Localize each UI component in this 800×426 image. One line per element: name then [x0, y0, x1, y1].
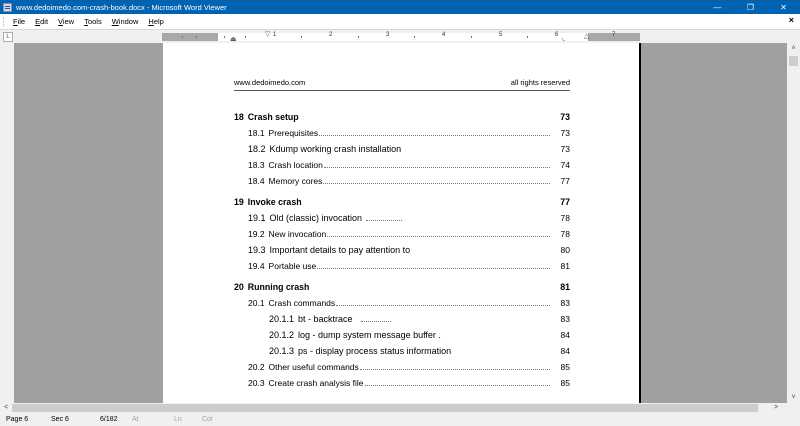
status-line: Ln	[174, 416, 182, 423]
ruler-tick	[358, 36, 359, 38]
toc-number: 18	[234, 112, 244, 122]
scroll-right-arrow-icon[interactable]: >	[773, 404, 779, 411]
ruler-tick	[527, 36, 528, 38]
toc-leader	[336, 300, 550, 306]
restore-button[interactable]: ❐	[746, 2, 755, 12]
toc-title: Crash location	[268, 160, 323, 170]
toc-number: 19.4	[248, 261, 265, 271]
menu-edit-accel: E	[35, 17, 41, 26]
toc-title: Important details to pay attention to	[269, 245, 411, 255]
toc-entry[interactable]	[234, 279, 570, 295]
toc-leader	[366, 215, 402, 221]
toc-title: Memory cores	[268, 176, 323, 186]
left-indent-marker-icon[interactable]: ⏏	[230, 36, 237, 43]
toc-number: 20.3	[248, 378, 265, 388]
close-document-button[interactable]: ×	[788, 15, 794, 25]
header-right-text: all rights reserved	[510, 78, 570, 87]
toc-number: 20.1.3	[269, 346, 295, 356]
toc-leader	[319, 130, 550, 136]
ruler-tick	[182, 36, 183, 38]
toc-page: 81	[560, 282, 570, 292]
page-header	[234, 78, 570, 91]
toc-page: 80	[560, 245, 570, 255]
toc-page: 73	[560, 128, 570, 138]
toc-page: 73	[560, 144, 570, 154]
menu-edit[interactable]	[30, 17, 53, 26]
menu-help[interactable]	[143, 17, 168, 26]
toc-page: 78	[560, 229, 570, 239]
toc-leader	[323, 178, 550, 184]
toc-page: 85	[560, 378, 570, 388]
horizontal-scrollbar[interactable]	[0, 403, 787, 413]
ruler-number: 2	[329, 32, 333, 38]
toc-page: 78	[560, 213, 570, 223]
horizontal-scroll-thumb[interactable]	[12, 404, 378, 412]
ruler-number: 3	[386, 32, 390, 38]
menu-help-accel: H	[148, 17, 154, 26]
scroll-left-arrow-icon[interactable]: <	[3, 404, 9, 411]
menu-edit-label: dit	[40, 17, 49, 26]
status-at: At	[132, 416, 139, 423]
toc-number: 19	[234, 197, 244, 207]
ruler-tick	[301, 36, 302, 38]
document-page[interactable]	[163, 43, 641, 403]
ruler-number: 1	[273, 32, 277, 38]
menu-file-label: ile	[17, 17, 26, 26]
toc-title: Prerequisites	[268, 128, 319, 138]
toc-entry[interactable]	[234, 242, 570, 258]
ruler-number: 6	[555, 32, 559, 38]
horizontal-ruler[interactable]	[162, 33, 640, 41]
ruler-number: 4	[442, 32, 446, 38]
toc-entry[interactable]	[234, 141, 570, 157]
toc-page: 84	[560, 330, 570, 340]
toc-title: Other useful commands	[268, 362, 359, 372]
toc-entry[interactable]	[234, 295, 570, 311]
right-indent-marker-icon[interactable]: △	[584, 33, 590, 40]
toc-page: 83	[560, 298, 570, 308]
header-left-text: www.dedoimedo.com	[234, 78, 306, 87]
minimize-button[interactable]: —	[713, 2, 722, 12]
toc-number: 20.2	[248, 362, 265, 372]
toc-entry[interactable]	[234, 343, 570, 359]
ruler-tick	[471, 36, 472, 38]
toc-title: Portable use	[268, 261, 317, 271]
toc-number: 20	[234, 282, 244, 292]
status-page: Page 6	[6, 416, 29, 423]
ruler-tick	[196, 36, 197, 38]
toc-entry[interactable]	[234, 359, 570, 375]
toc-number: 19.2	[248, 229, 265, 239]
toc-entry[interactable]	[234, 311, 570, 327]
toc-leader	[324, 162, 550, 168]
menu-view-label: iew	[62, 17, 75, 26]
menu-file[interactable]	[8, 17, 30, 26]
menu-help-label: elp	[153, 17, 164, 26]
horizontal-scroll-track[interactable]	[378, 404, 758, 412]
menu-view-accel: V	[58, 17, 63, 26]
status-page-count: 6/182	[100, 416, 118, 423]
toc-title: Running crash	[247, 282, 310, 292]
menu-tools-accel: T	[84, 17, 88, 26]
vertical-scroll-thumb[interactable]	[789, 56, 798, 66]
toc-leader	[310, 284, 550, 290]
toc-entry[interactable]	[234, 375, 570, 391]
toc-leader	[360, 364, 550, 370]
menu-file-accel: F	[13, 17, 18, 26]
menu-view[interactable]	[53, 17, 79, 26]
toc-title: Crash commands	[268, 298, 336, 308]
toc-leader	[327, 231, 550, 237]
menu-grip-handle[interactable]	[3, 17, 5, 27]
toc-leader	[411, 247, 550, 253]
toc-title: New invocation	[268, 229, 327, 239]
toc-title: Create crash analysis file	[268, 378, 364, 388]
tab-selector-button[interactable]: L	[3, 32, 13, 42]
toc-leader	[361, 316, 391, 322]
toc-entry[interactable]	[234, 327, 570, 343]
toc-page: 84	[560, 346, 570, 356]
toc-page: 83	[560, 314, 570, 324]
menu-tools[interactable]	[79, 17, 107, 26]
menu-window-accel: W	[111, 17, 119, 26]
ruler-left-margin[interactable]	[162, 33, 218, 41]
toc-page: 81	[560, 261, 570, 271]
ruler-number: 5	[499, 32, 503, 38]
title-bar	[0, 0, 800, 14]
toc-entry[interactable]	[234, 125, 570, 141]
toc-leader	[365, 380, 550, 386]
toc-entry[interactable]	[234, 109, 570, 125]
toc-title: Kdump working crash installation	[269, 144, 402, 154]
scroll-down-arrow-icon[interactable]: ˅	[791, 394, 796, 401]
toc-title: bt - backtrace	[298, 314, 353, 324]
close-button[interactable]: ✕	[780, 2, 787, 12]
toc-entry[interactable]	[234, 173, 570, 189]
toc-leader	[300, 114, 550, 120]
toc-entry[interactable]	[234, 194, 570, 210]
first-line-indent-marker-icon[interactable]: ▽	[265, 31, 271, 38]
toc-leader	[442, 332, 550, 338]
toc-entry[interactable]	[234, 226, 570, 242]
toc-title: Crash setup	[247, 112, 299, 122]
word-viewer-app-icon[interactable]	[3, 3, 12, 12]
toc-title: Old (classic) invocation	[269, 213, 363, 223]
ruler-tick	[224, 36, 225, 38]
toc-entry[interactable]	[234, 157, 570, 173]
toc-number: 20.1.1	[269, 314, 295, 324]
menu-window[interactable]	[107, 17, 144, 26]
toc-number: 20.1.2	[269, 330, 295, 340]
toc-title: ps - display process status information	[298, 346, 452, 356]
toc-page: 73	[560, 112, 570, 122]
toc-entry[interactable]	[234, 210, 570, 226]
toc-leader	[317, 263, 550, 269]
ruler-tick	[245, 36, 246, 38]
vertical-scrollbar[interactable]	[787, 43, 800, 403]
toc-number: 18.3	[248, 160, 265, 170]
toc-title: Invoke crash	[247, 197, 302, 207]
toc-page: 74	[560, 160, 570, 170]
ruler-tick	[414, 36, 415, 38]
toc-page: 77	[560, 197, 570, 207]
toc-number: 18.2	[248, 144, 266, 154]
scroll-up-arrow-icon[interactable]: ˄	[791, 45, 796, 52]
status-column: Col	[202, 416, 213, 423]
toc-title: log - dump system message buffer .	[298, 330, 441, 340]
toc-number: 18.4	[248, 176, 265, 186]
ruler-bar	[0, 29, 800, 43]
table-of-contents	[234, 109, 570, 391]
toc-page: 85	[560, 362, 570, 372]
toc-leader	[303, 199, 550, 205]
menu-tools-label: ools	[87, 17, 102, 26]
toc-entry[interactable]	[234, 258, 570, 274]
window-title: www.dedoimedo.com-crash-book.docx - Microsoft Word Viewer	[16, 2, 227, 12]
toc-number: 19.3	[248, 245, 266, 255]
document-workspace	[0, 43, 787, 403]
toc-leader	[452, 348, 550, 354]
right-tab-marker-icon[interactable]: ⌞	[562, 35, 566, 42]
toc-number: 20.1	[248, 298, 265, 308]
toc-number: 18.1	[248, 128, 265, 138]
toc-leader	[402, 146, 550, 152]
ruler-number: 7	[612, 32, 616, 38]
status-section: Sec 6	[51, 416, 69, 423]
menu-bar	[0, 14, 800, 29]
status-bar	[0, 413, 800, 426]
toc-page: 77	[560, 176, 570, 186]
menu-window-label: indow	[118, 17, 139, 26]
toc-number: 19.1	[248, 213, 266, 223]
